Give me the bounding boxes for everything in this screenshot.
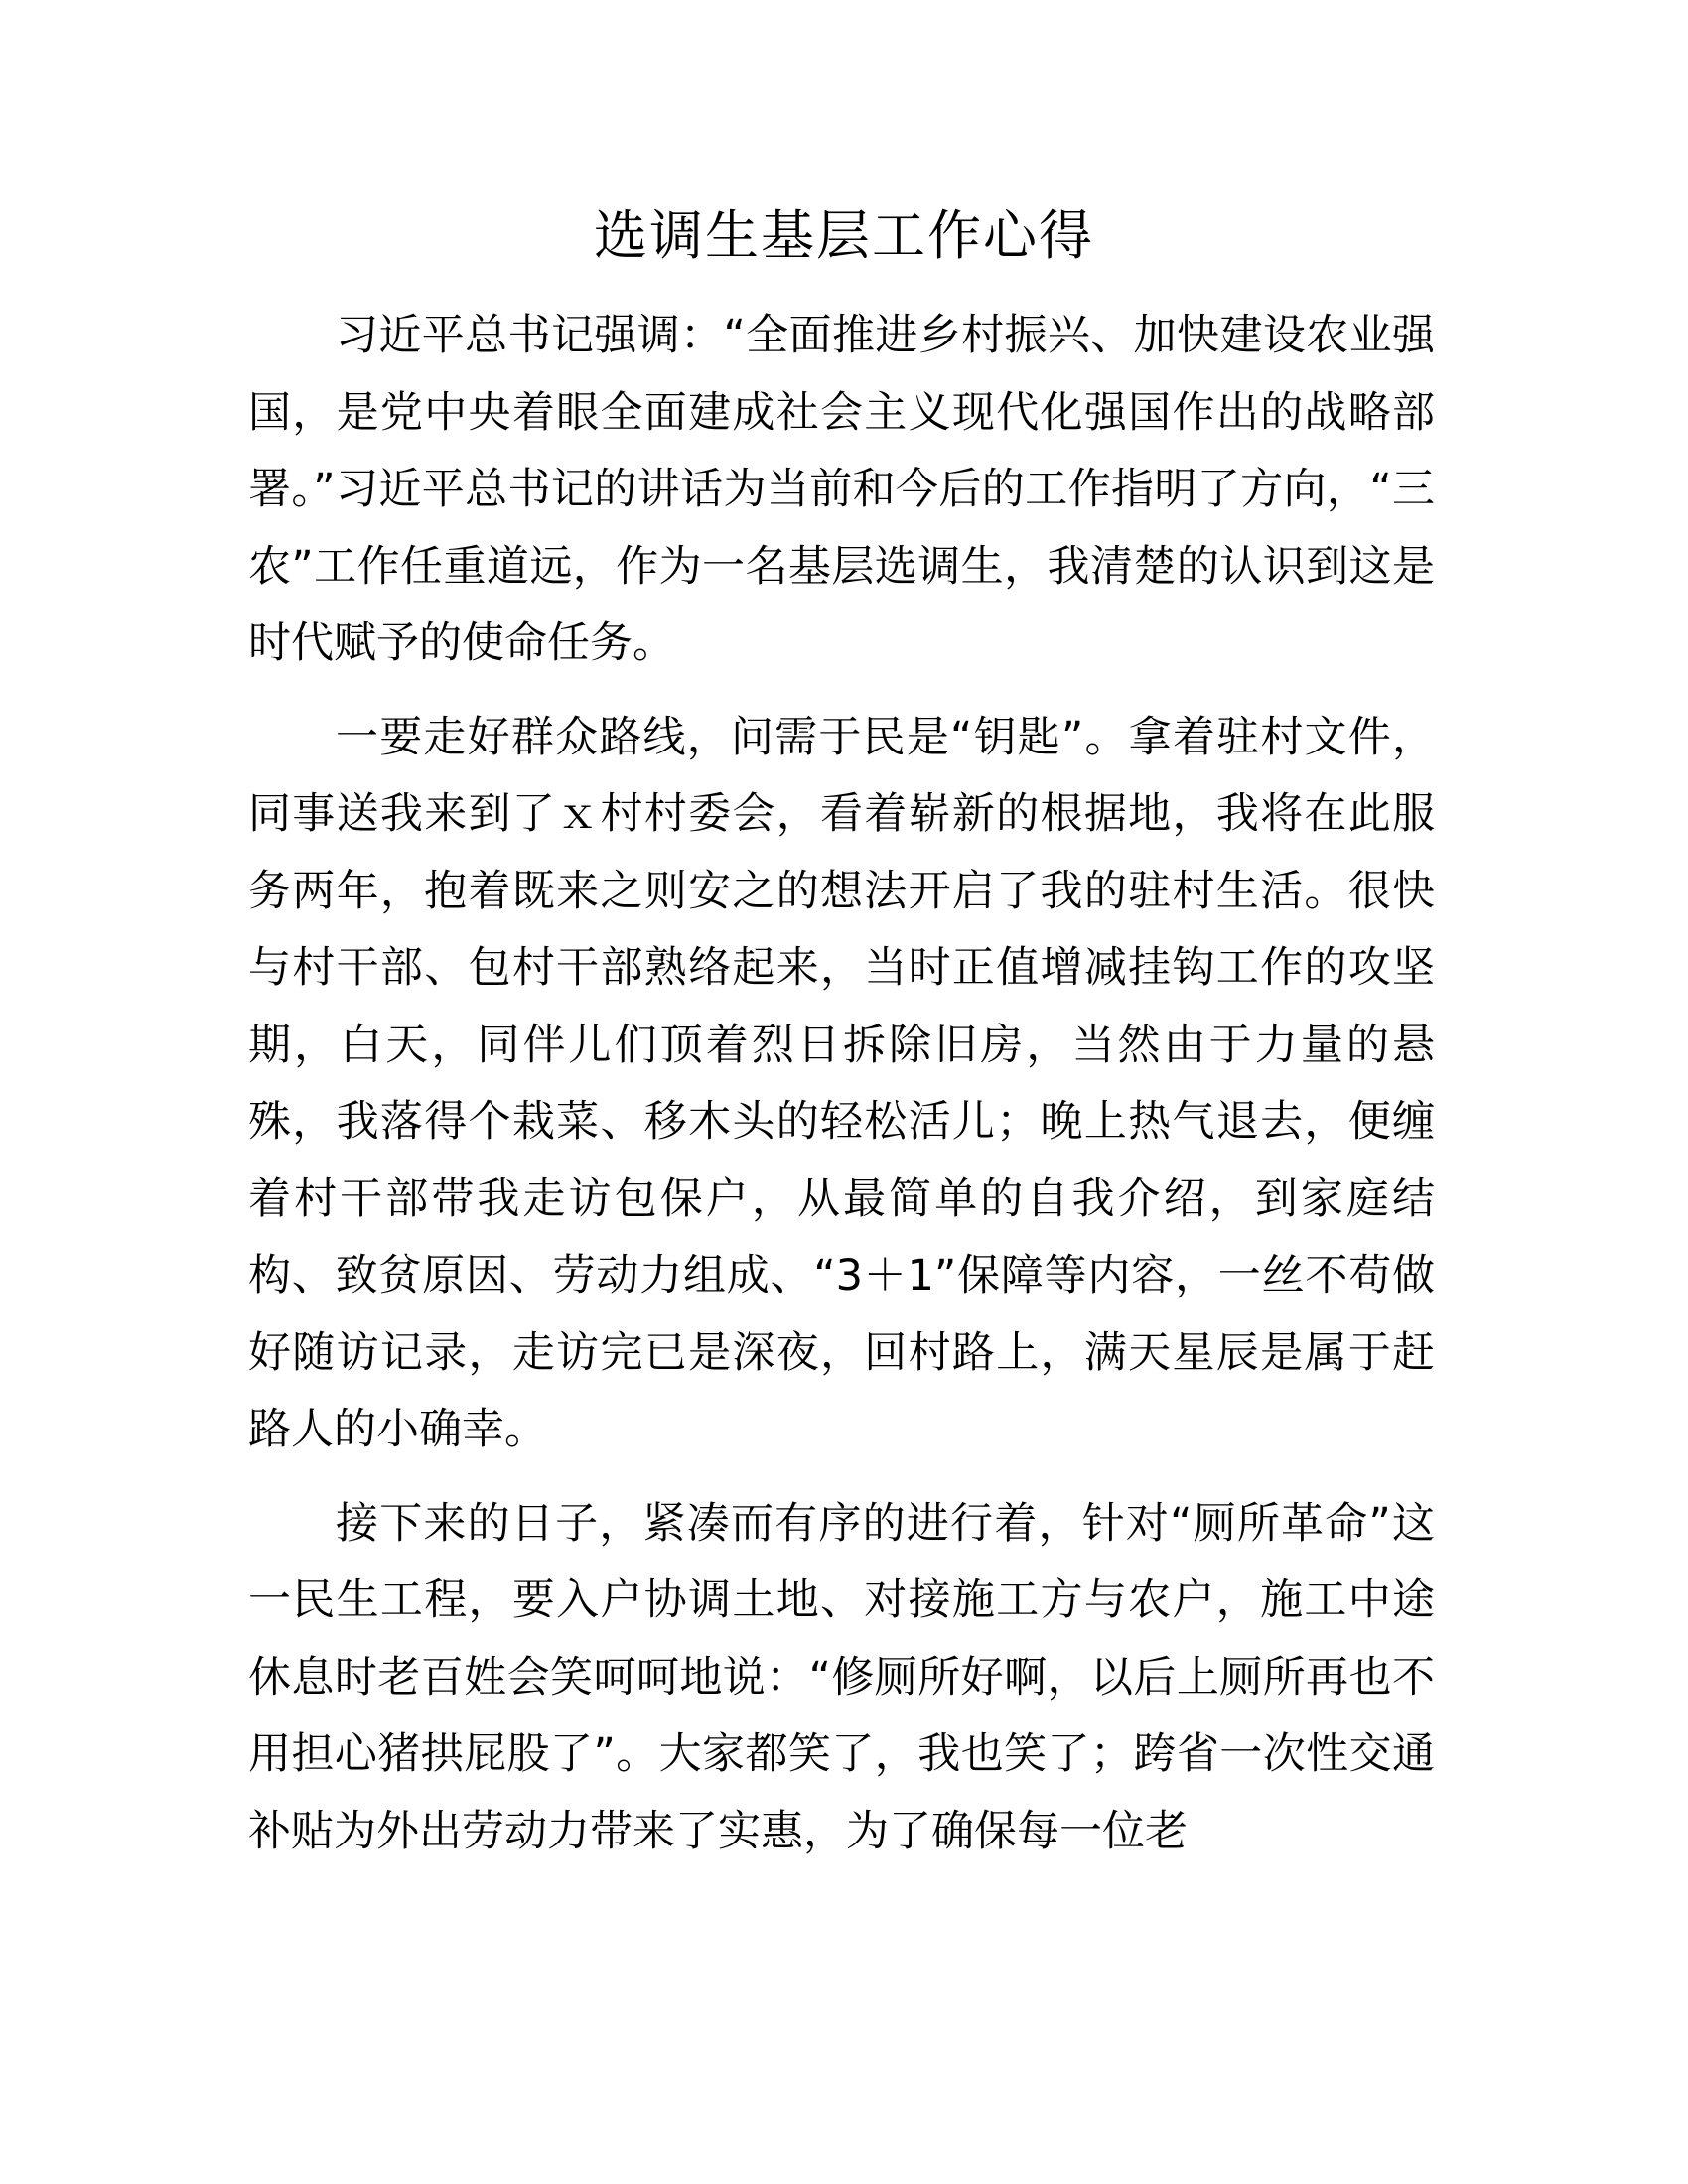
document-body (248, 298, 1435, 1887)
paragraph-intro: 习近平总书记强调：“全面推进乡村振兴、加快建设农业强国，是党中央着眼全面建成社会主义现代化强国作出的战略部署。”习近平总书记的讲话为当前和今后的工作指明了方向，“三农”工作任重道远，作为一名基层选调生，我清楚的认识到这是时代赋予的使命任务。 (248, 311, 1435, 668)
paragraph-following-days: 接下来的日子，紧凑而有序的进行着，针对“厕所革命”这一民生工程，要入户协调土地、对接施工方与农户，施工中途休息时老百姓会笑呵呵地说：“修厕所好啊，以后上厕所再也不用担心猪拱屁股了”。大家都笑了，我也笑了；跨省一次性交通补贴为外出劳动力带来了实惠，为了确保每一位老 (248, 1498, 1435, 1856)
document-title: 选调生基层工作心得 (594, 205, 1094, 267)
paragraph-mass-line: 一要走好群众路线，问需于民是“钥匙”。拿着驻村文件，同事送我来到了ｘ村村委会，看着崭新的根据地，我将在此服务两年，抱着既来之则安之的想法开启了我的驻村生活。很快与村干部、包村干部熟络起来，当时正值增减挂钩工作的攻坚期，白天，同伴儿们顶着烈日拆除旧房，当然由于力量的悬殊，我落得个栽菜、移木头的轻松活儿；晚上热气退去，便缠着村干部带我走访包保户，从最简单的自我介绍，到家庭结构、致贫原因、劳动力组成、“3＋1”保障等内容，一丝不苟做好随访记录，走访完已是深夜，回村路上，满天星辰是属于赶路人的小确幸。 (248, 712, 1435, 1454)
